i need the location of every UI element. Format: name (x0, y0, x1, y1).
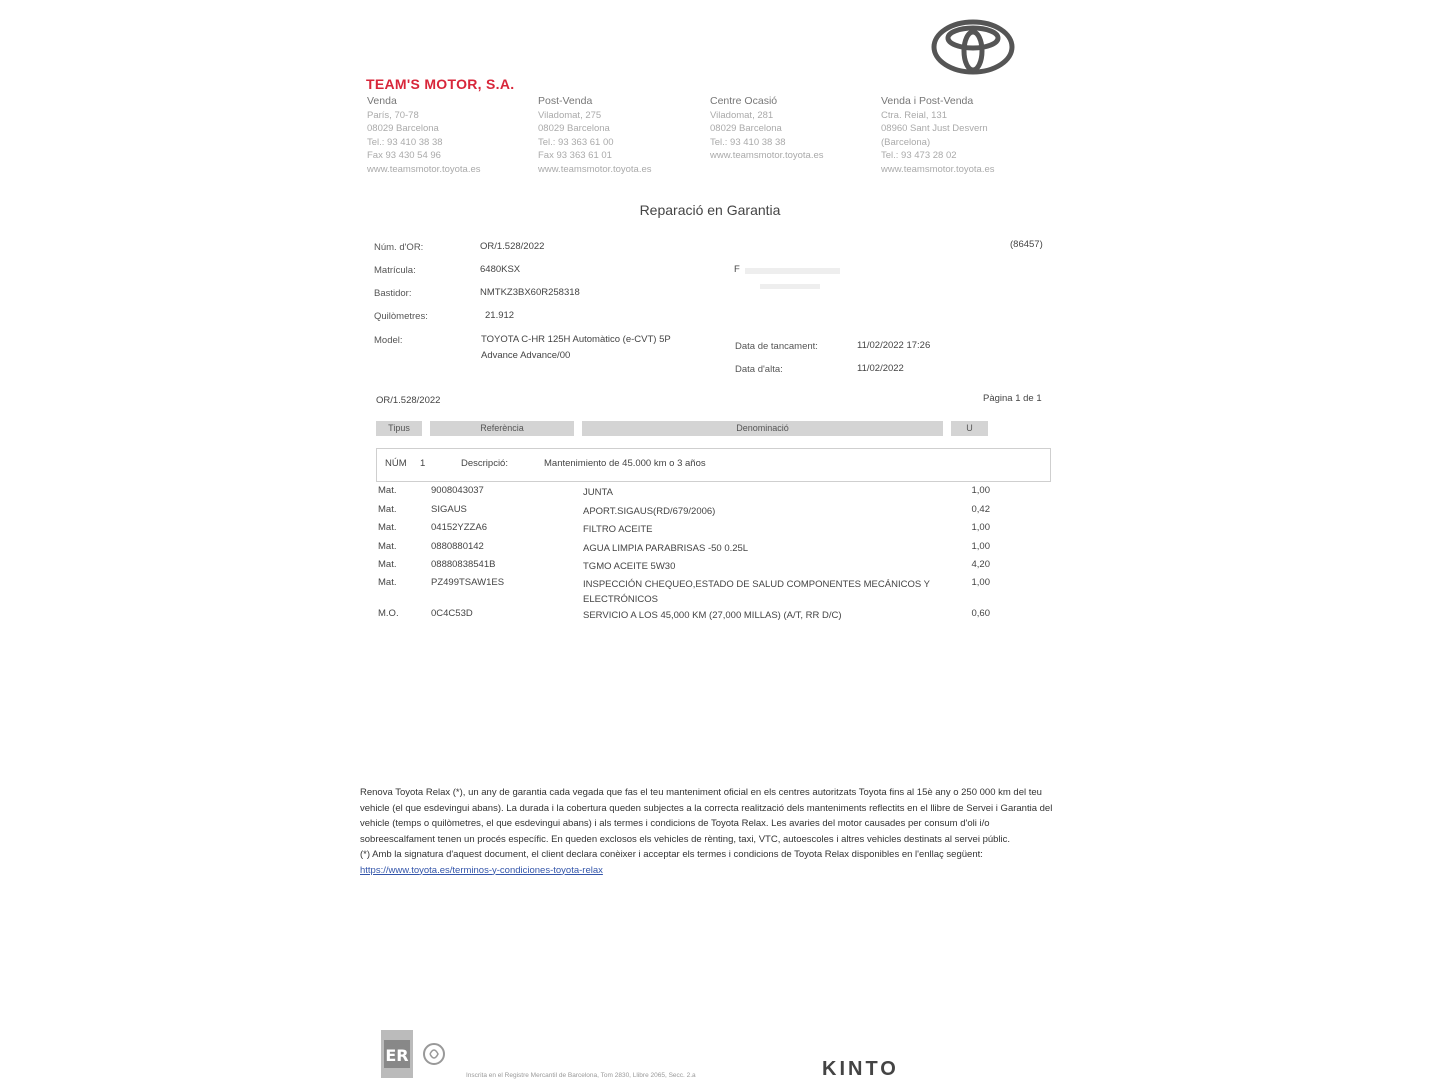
row-ref: 08880838541B (431, 559, 496, 570)
model-line2: Advance Advance/00 (481, 350, 571, 361)
description-label: Descripció: (461, 458, 508, 469)
row-type: Mat. (378, 504, 397, 515)
branch-line: www.teamsmotor.toyota.es (710, 150, 824, 161)
row-units: 0,42 (971, 504, 990, 515)
relax-paragraph: Renova Toyota Relax (*), un any de garantia cada vegada que fas el teu manteniment oficial en els centres autoritzats Toyota fins al 15è any o 250 000 km del teu vehicle (el que esdevingui abans). La durada i la cobertura queden subjectes a la correcta realització dels manteniments reflectits en el llibre de Servei i Garantia del vehicle (temps o quilòmetres, el que esdevingui abans) i als termes i condicions de Toyota Relax. Les avaries del motor causades per consum d'oli i/o sobreescalfament tenen un procés específic. En queden exclosos els vehicles de rènting, taxi, VTC, autoescoles i altres vehicles destinats al servei públic. (360, 787, 1053, 845)
aenor-environment-certificate-icon (420, 1032, 448, 1076)
redacted-client-address (760, 284, 820, 289)
branch-venda (367, 95, 532, 176)
client-initial: F (734, 264, 740, 275)
toyota-relax-notice (360, 785, 1060, 878)
header-u: U (951, 421, 988, 436)
branch-line: 08029 Barcelona (710, 123, 782, 134)
row-ref: 04152YZZA6 (431, 522, 487, 533)
matricula-value: 6480KSX (480, 264, 521, 275)
model-label: Model: (374, 335, 403, 346)
branch-head: Post-Venda (538, 95, 593, 107)
table-row (0, 559, 1440, 577)
row-type: Mat. (378, 485, 397, 496)
branch-line: Tel.: 93 363 61 00 (538, 136, 614, 148)
branch-line: 08029 Barcelona (367, 123, 439, 134)
svg-text:ER: ER (385, 1046, 409, 1065)
row-ref: 9008043037 (431, 485, 484, 496)
num-or-value: OR/1.528/2022 (480, 241, 545, 252)
num-or-label: Núm. d'OR: (374, 242, 424, 253)
company-name: TEAM'S MOTOR, S.A. (366, 76, 515, 92)
table-row (0, 522, 1440, 540)
header-denominacio: Denominació (582, 421, 943, 436)
client-code: (86457) (1010, 239, 1043, 250)
aenor-er-certificate-icon (381, 1030, 413, 1078)
table-row (0, 504, 1440, 522)
row-units: 1,00 (971, 485, 990, 496)
tancament-value: 11/02/2022 17:26 (857, 340, 931, 351)
branch-line: Viladomat, 281 (710, 109, 774, 121)
row-units: 4,20 (971, 559, 990, 570)
branch-line: www.teamsmotor.toyota.es (367, 163, 481, 175)
row-ref: 0880880142 (431, 541, 484, 552)
page-number: Pàgina 1 de 1 (983, 393, 1042, 404)
relax-terms-link[interactable]: https://www.toyota.es/terminos-y-condiciones-toyota-relax (360, 864, 603, 876)
branch-line: Tel.: 93 410 38 38 (710, 136, 786, 148)
alta-label: Data d'alta: (735, 364, 783, 375)
branch-line: 08960 Sant Just Desvern (881, 123, 988, 134)
kinto-logo: KINTO (822, 1058, 899, 1080)
tancament-label: Data de tancament: (735, 341, 818, 352)
table-row (0, 608, 1440, 626)
header-referencia: Referència (430, 421, 574, 436)
km-label: Quilòmetres: (374, 311, 428, 322)
row-units: 1,00 (971, 522, 990, 533)
branch-line: Viladomat, 275 (538, 109, 602, 121)
km-value: 21.912 (485, 310, 515, 321)
signature-declaration: (*) Amb la signatura d'aquest document, el client declara conèixer i acceptar els termes i condicions de Toyota Relax disponibles en l'enllaç següent: (360, 849, 983, 860)
branch-line: (Barcelona) (881, 136, 931, 148)
row-ref: 0C4C53D (431, 608, 473, 619)
row-desc: INSPECCIÓN CHEQUEO,ESTADO DE SALUD COMPONENTES MECÁNICOS Y ELECTRÓNICOS (583, 579, 930, 605)
row-units: 1,00 (971, 577, 990, 588)
num-label: NÚM (385, 458, 407, 469)
row-desc: FILTRO ACEITE (583, 524, 653, 535)
row-type: Mat. (378, 522, 397, 533)
branch-line: Tel.: 93 473 28 02 (881, 150, 957, 161)
branch-line: Fax 93 363 61 01 (538, 150, 612, 161)
row-type: Mat. (378, 541, 397, 552)
registry-text: Inscrita en el Registre Mercantil de Barcelona, Tom 2830, Llibre 2065, Secc. 2.a (466, 1072, 696, 1079)
branch-line: www.teamsmotor.toyota.es (538, 163, 652, 175)
branch-head: Venda (367, 95, 397, 107)
row-desc: APORT.SIGAUS(RD/679/2006) (583, 506, 716, 517)
num-value: 1 (420, 458, 426, 469)
bastidor-value: NMTKZ3BX60R258318 (480, 287, 580, 298)
row-type: Mat. (378, 577, 397, 588)
branch-line: Ctra. Reial, 131 (881, 109, 948, 121)
row-desc: TGMO ACEITE 5W30 (583, 561, 676, 572)
row-type: M.O. (378, 608, 399, 619)
bastidor-label: Bastidor: (374, 288, 412, 299)
table-row (0, 577, 1440, 607)
row-desc: JUNTA (583, 487, 613, 498)
alta-value: 11/02/2022 (857, 363, 904, 374)
row-desc: AGUA LIMPIA PARABRISAS -50 0.25L (583, 543, 749, 554)
branch-centre-ocasio (710, 95, 875, 163)
row-ref: PZ499TSAW1ES (431, 577, 505, 588)
branch-post-venda (538, 95, 703, 176)
document-title: Reparació en Garantia (639, 202, 781, 218)
header-tipus: Tipus (376, 421, 422, 436)
row-ref: SIGAUS (431, 504, 467, 515)
branch-line: París, 70-78 (367, 109, 419, 121)
matricula-label: Matrícula: (374, 265, 416, 276)
row-units: 0,60 (971, 608, 990, 619)
branch-head: Venda i Post-Venda (881, 95, 974, 107)
redacted-client-name (745, 268, 840, 274)
table-row (0, 541, 1440, 559)
row-desc: SERVICIO A LOS 45,000 KM (27,000 MILLAS) (A/T, RR D/C) (583, 610, 842, 621)
description-value: Mantenimiento de 45.000 km o 3 años (544, 458, 706, 469)
table-row (0, 485, 1440, 503)
branch-venda-post-venda (881, 95, 1046, 176)
toyota-logo-icon (930, 18, 1016, 76)
branch-line: 08029 Barcelona (538, 123, 610, 134)
operation-box (376, 448, 1051, 482)
branch-line: www.teamsmotor.toyota.es (881, 163, 995, 175)
branch-head: Centre Ocasió (710, 95, 778, 107)
model-line1: TOYOTA C-HR 125H Automàtico (e-CVT) 5P (481, 334, 671, 345)
or-reference: OR/1.528/2022 (376, 395, 441, 406)
branch-line: Fax 93 430 54 96 (367, 150, 441, 161)
branch-line: Tel.: 93 410 38 38 (367, 136, 443, 148)
row-type: Mat. (378, 559, 397, 570)
row-units: 1,00 (971, 541, 990, 552)
